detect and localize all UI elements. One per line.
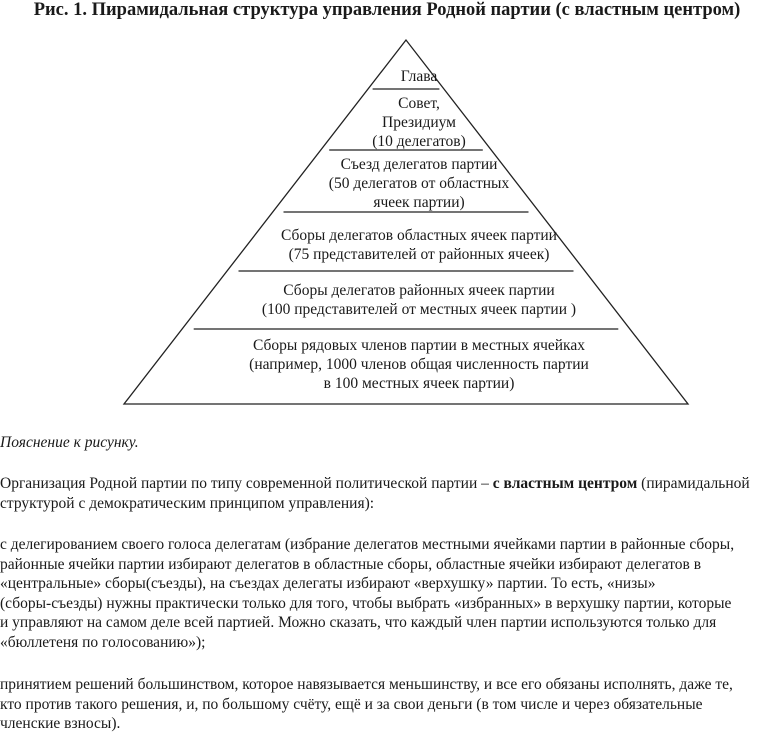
figure-title: Рис. 1. Пирамидальная структура управления Родной партии (с властным центром) bbox=[33, 0, 741, 20]
pyramid-tier-district bbox=[32, 281, 774, 319]
tier-line: Президиум bbox=[382, 114, 456, 131]
paragraph-line: (сборы-съезды) нужны практически только для того, чтобы выбрать «избранных» в верхушку партии, которые bbox=[0, 594, 732, 612]
paragraph-majority bbox=[0, 675, 774, 734]
paragraph-line: «центральные» сборы(съезды), на съездах делегаты избирают «верхушку» партии. То есть, «низы» bbox=[0, 575, 656, 592]
tier-line: Съезд делегатов партии bbox=[340, 156, 498, 173]
pyramid-tier-congress bbox=[32, 155, 774, 212]
pyramid-tier-regional bbox=[32, 226, 774, 264]
paragraph-intro bbox=[0, 474, 774, 513]
tier-line: Сборы делегатов районных ячеек партии bbox=[283, 282, 555, 299]
paragraph-line: членские взносы). bbox=[0, 715, 121, 732]
paragraph-delegation bbox=[0, 535, 774, 652]
pyramid-tier-head bbox=[32, 67, 774, 86]
tier-line: Сборы рядовых членов партии в местных ячейках bbox=[253, 337, 585, 354]
intro-text: Организация Родной партии по типу современной политической партии – bbox=[0, 475, 493, 492]
tier-line: (например, 1000 членов общая численность партии bbox=[249, 356, 589, 373]
pyramid-tier-local bbox=[32, 336, 774, 393]
paragraph-line: кто против такого решения, и, по большому счёту, ещё и за свои деньги (в том числе и через обязательные bbox=[0, 695, 703, 713]
tier-line: в 100 местных ячеек партии) bbox=[323, 375, 515, 392]
intro-line-2: структурой с демократическим принципом управления): bbox=[0, 494, 375, 512]
tier-line: (75 представителей от районных ячеек) bbox=[288, 246, 550, 263]
tier-line: (50 делегатов от областных bbox=[328, 175, 510, 192]
paragraph-line: принятием решений большинством, которое навязывается меньшинству, и все его обязаны исполнять, даже те, bbox=[0, 676, 733, 693]
paragraph-line: «бюллетеня по голосованию»); bbox=[0, 633, 206, 651]
tier-line: Сборы делегатов областных ячеек партии bbox=[281, 227, 557, 244]
paragraph-line: районные ячейки партии избирают делегатов в областные сборы, областные ячейки избирают делегатов в bbox=[0, 555, 702, 573]
pyramid-tier-council bbox=[32, 94, 774, 151]
paragraph-line: с делегированием своего голоса делегатам (избрание делегатов местными ячейками партии в районные сборы, bbox=[0, 536, 735, 553]
intro-bold-text: с властным центром bbox=[492, 475, 638, 492]
tier-line: Глава bbox=[400, 68, 438, 85]
tier-line: Совет, bbox=[398, 95, 440, 112]
paragraph-line: и управляют на самом деле всей партией. Можно сказать, что каждый член партии используются только для bbox=[0, 614, 717, 631]
tier-line: (100 представителей от местных ячеек партии ) bbox=[261, 301, 577, 318]
figure-caption: Пояснение к рисунку. bbox=[0, 434, 139, 451]
intro-text-after: (пирамидальной bbox=[637, 475, 750, 492]
tier-line: (10 делегатов) bbox=[372, 133, 466, 150]
tier-line: ячеек партии) bbox=[373, 194, 465, 211]
